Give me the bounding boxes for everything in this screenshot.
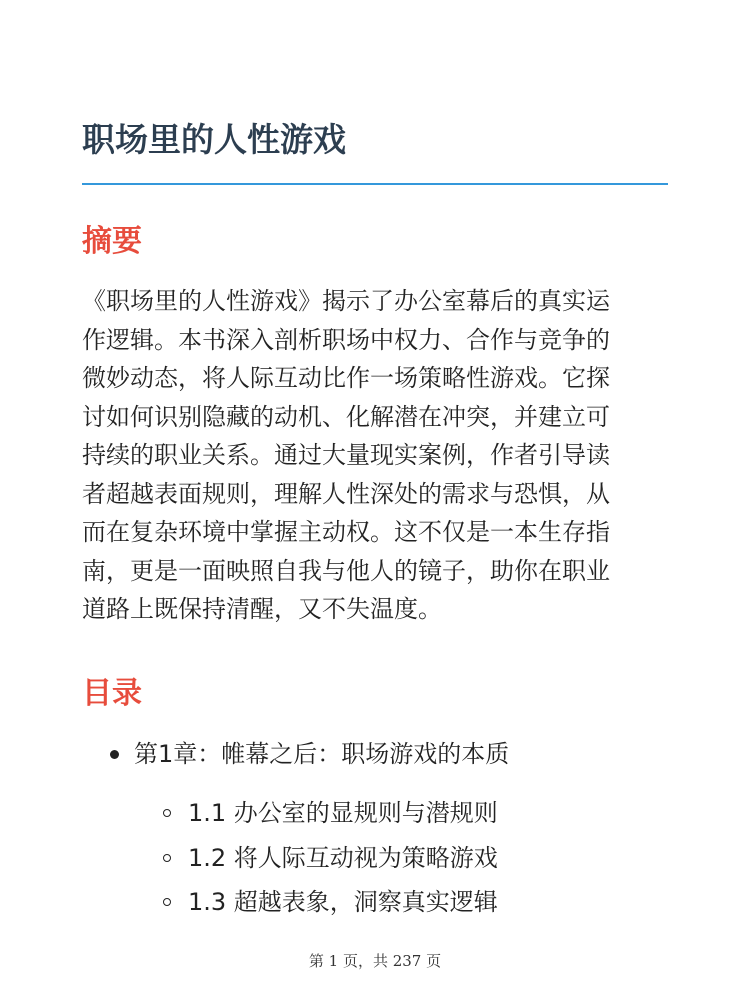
toc-chapter-1: 第1章：帷幕之后：职场游戏的本质 bbox=[134, 740, 510, 768]
toc-section-1-1: 1.1 办公室的显规则与潜规则 bbox=[188, 799, 498, 827]
bullet-circle-icon bbox=[163, 854, 171, 862]
summary-line: 者超越表面规则，理解人性深处的需求与恐惧，从 bbox=[82, 479, 610, 508]
toc-section-1-3: 1.3 超越表象，洞察真实逻辑 bbox=[188, 888, 498, 916]
summary-line: 而在复杂环境中掌握主动权。这不仅是一本生存指 bbox=[82, 518, 610, 546]
summary-line: 南，更是一面映照自我与他人的镜子，助你在职业 bbox=[82, 556, 610, 585]
summary-line: 作逻辑。本书深入剖析职场中权力、合作与竞争的 bbox=[82, 325, 610, 354]
summary-paragraph bbox=[82, 282, 670, 629]
title-divider bbox=[82, 183, 668, 185]
summary-line: 道路上既保持清醒，又不失温度。 bbox=[82, 595, 442, 623]
bullet-disc-icon bbox=[110, 750, 119, 759]
document-title: 职场里的人性游戏 bbox=[82, 120, 346, 159]
summary-line: 《职场里的人性游戏》揭示了办公室幕后的真实运 bbox=[82, 287, 610, 315]
toc-section-1-2: 1.2 将人际互动视为策略游戏 bbox=[188, 844, 498, 872]
summary-line: 微妙动态，将人际互动比作一场策略性游戏。它探 bbox=[82, 364, 610, 392]
summary-heading: 摘要 bbox=[82, 224, 142, 259]
bullet-circle-icon bbox=[163, 898, 171, 906]
page-number-footer: 第 1 页，共 237 页 bbox=[308, 952, 442, 970]
summary-line: 持续的职业关系。通过大量现实案例，作者引导读 bbox=[82, 441, 610, 469]
summary-line: 讨如何识别隐藏的动机、化解潜在冲突，并建立可 bbox=[82, 402, 610, 431]
bullet-circle-icon bbox=[163, 809, 171, 817]
toc-heading: 目录 bbox=[82, 676, 142, 711]
